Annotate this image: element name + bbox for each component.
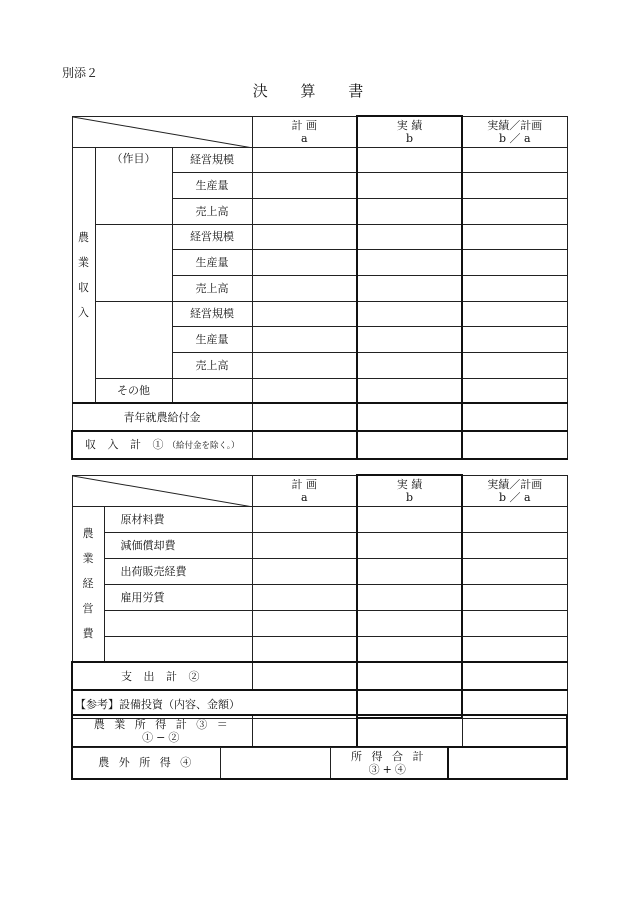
header-plan-sub: a <box>300 490 308 504</box>
crop-label: （作目） <box>111 151 156 165</box>
actual-cell[interactable] <box>357 198 462 224</box>
ratio-cell[interactable] <box>462 584 567 610</box>
header-plan <box>252 475 357 506</box>
plan-cell[interactable] <box>252 352 357 378</box>
plan-cell[interactable] <box>252 326 357 352</box>
actual-cell[interactable] <box>357 584 462 610</box>
header-ratio-label: 実績／計画 <box>487 118 543 132</box>
ratio-cell[interactable] <box>462 301 567 326</box>
expense-item-label: 原材料費 <box>104 506 252 532</box>
header-plan-sub: a <box>300 131 308 145</box>
farm-income-plan-cell[interactable] <box>252 715 357 747</box>
item-label: 生産量 <box>172 172 252 198</box>
diagonal-line <box>73 476 253 507</box>
actual-cell[interactable] <box>357 506 462 532</box>
plan-cell[interactable] <box>252 249 357 275</box>
ratio-cell[interactable] <box>462 662 567 690</box>
item-label: 売上高 <box>172 352 252 378</box>
farm-income-label: 農 業 所 得 計 ③ ＝ ①−② <box>72 715 252 747</box>
header-actual-label: 実 績 <box>396 118 423 132</box>
annex-label: 別添２ <box>62 66 99 80</box>
plan-cell[interactable] <box>252 532 357 558</box>
actual-cell[interactable] <box>357 431 462 459</box>
header-diagonal-cell <box>72 475 252 506</box>
actual-cell[interactable] <box>357 147 462 172</box>
other-label: その他 <box>95 378 172 403</box>
plan-cell[interactable] <box>252 506 357 532</box>
plan-cell[interactable] <box>252 558 357 584</box>
farm-income-actual-cell[interactable] <box>357 715 462 747</box>
ratio-cell[interactable] <box>462 636 567 662</box>
income-table <box>71 115 568 460</box>
actual-cell[interactable] <box>357 378 462 403</box>
farm-income-ratio-cell[interactable] <box>462 715 567 747</box>
ratio-cell[interactable] <box>462 172 567 198</box>
actual-cell[interactable] <box>357 249 462 275</box>
actual-cell[interactable] <box>357 326 462 352</box>
item-label: 経営規模 <box>172 301 252 326</box>
actual-cell[interactable] <box>357 403 462 431</box>
header-actual-label: 実 績 <box>396 477 423 491</box>
ratio-cell[interactable] <box>462 610 567 636</box>
plan-cell[interactable] <box>252 610 357 636</box>
header-actual-sub: b <box>405 131 414 145</box>
expense-category-char: 農 <box>82 527 94 541</box>
actual-cell[interactable] <box>357 172 462 198</box>
header-plan-label: 計 画 <box>291 477 317 491</box>
income-category-char: 農 <box>78 230 89 244</box>
expense-item-blank[interactable] <box>104 636 252 662</box>
ratio-cell[interactable] <box>462 506 567 532</box>
income-category-char: 収 <box>78 280 89 294</box>
farm-income-table <box>71 714 568 748</box>
income-total-text: 収 入 計 ① <box>84 437 168 451</box>
plan-cell[interactable] <box>252 584 357 610</box>
expense-category-char: 業 <box>82 552 94 566</box>
expense-category-char: 費 <box>82 627 94 641</box>
income-total-note: （給付金を除く。） <box>167 440 240 451</box>
other-detail-cell[interactable] <box>172 378 252 403</box>
actual-cell[interactable] <box>357 275 462 301</box>
plan-cell[interactable] <box>252 636 357 662</box>
plan-cell[interactable] <box>252 147 357 172</box>
crop-group-2[interactable] <box>95 224 172 301</box>
expense-item-label: 減価償却費 <box>104 532 252 558</box>
expense-category-char: 営 <box>82 602 94 616</box>
header-plan-label: 計 画 <box>291 118 317 132</box>
total-income-cell[interactable] <box>448 747 567 779</box>
non-farm-income-cell[interactable] <box>220 747 330 779</box>
ratio-cell[interactable] <box>462 147 567 172</box>
ratio-cell[interactable] <box>462 378 567 403</box>
ratio-cell[interactable] <box>462 275 567 301</box>
actual-cell[interactable] <box>357 610 462 636</box>
ratio-cell[interactable] <box>462 532 567 558</box>
ratio-cell[interactable] <box>462 198 567 224</box>
item-label: 経営規模 <box>172 147 252 172</box>
actual-cell[interactable] <box>357 636 462 662</box>
header-actual-sub: b <box>405 490 414 504</box>
expense-item-blank[interactable] <box>104 610 252 636</box>
diagonal-line <box>73 117 253 148</box>
actual-cell[interactable] <box>357 558 462 584</box>
plan-cell[interactable] <box>252 301 357 326</box>
ratio-cell[interactable] <box>462 558 567 584</box>
actual-cell[interactable] <box>357 662 462 690</box>
income-total-label <box>72 431 252 459</box>
plan-cell[interactable] <box>252 662 357 690</box>
actual-cell[interactable] <box>357 532 462 558</box>
total-income-table <box>71 746 568 780</box>
plan-cell[interactable] <box>252 224 357 249</box>
plan-cell[interactable] <box>252 431 357 459</box>
non-farm-income-label: 農 外 所 得 ④ <box>72 747 220 779</box>
item-label: 売上高 <box>172 198 252 224</box>
plan-cell[interactable] <box>252 275 357 301</box>
header-ratio-sub: b ／ a <box>498 131 531 145</box>
total-income-label: 所 得 合 計 ③+④ <box>330 747 448 779</box>
income-category-char: 業 <box>78 255 89 269</box>
ratio-cell[interactable] <box>462 431 567 459</box>
actual-cell[interactable] <box>357 301 462 326</box>
header-ratio-label: 実績／計画 <box>487 477 543 491</box>
income-category <box>72 147 95 403</box>
ratio-cell[interactable] <box>462 403 567 431</box>
plan-cell[interactable] <box>252 403 357 431</box>
crop-group-1[interactable] <box>95 147 172 224</box>
header-actual <box>357 475 462 506</box>
page-title: 決 算 書 <box>252 82 378 100</box>
expense-category <box>72 506 104 662</box>
header-ratio <box>462 475 567 506</box>
expense-item-label: 雇用労賃 <box>104 584 252 610</box>
actual-cell[interactable] <box>357 224 462 249</box>
ratio-cell[interactable] <box>462 249 567 275</box>
crop-group-3[interactable] <box>95 301 172 378</box>
item-label: 生産量 <box>172 326 252 352</box>
actual-cell[interactable] <box>357 352 462 378</box>
plan-cell[interactable] <box>252 172 357 198</box>
subsidy-label: 青年就農給付金 <box>72 403 252 431</box>
item-label: 売上高 <box>172 275 252 301</box>
expense-category-char: 経 <box>82 577 94 591</box>
item-label: 生産量 <box>172 249 252 275</box>
item-label: 経営規模 <box>172 224 252 249</box>
header-ratio <box>462 116 567 147</box>
plan-cell[interactable] <box>252 198 357 224</box>
header-actual <box>357 116 462 147</box>
header-diagonal-cell <box>72 116 252 147</box>
expense-table <box>71 474 568 719</box>
expense-item-label: 出荷販売経費 <box>104 558 252 584</box>
plan-cell[interactable] <box>252 378 357 403</box>
ratio-cell[interactable] <box>462 352 567 378</box>
ratio-cell[interactable] <box>462 224 567 249</box>
ratio-cell[interactable] <box>462 326 567 352</box>
header-plan <box>252 116 357 147</box>
expense-total-label: 支 出 計 ② <box>72 662 252 690</box>
income-category-char: 入 <box>78 305 89 319</box>
reference-investment-label: 【参考】設備投資（内容、金額） <box>72 690 357 718</box>
header-ratio-sub: b ／ a <box>498 490 531 504</box>
